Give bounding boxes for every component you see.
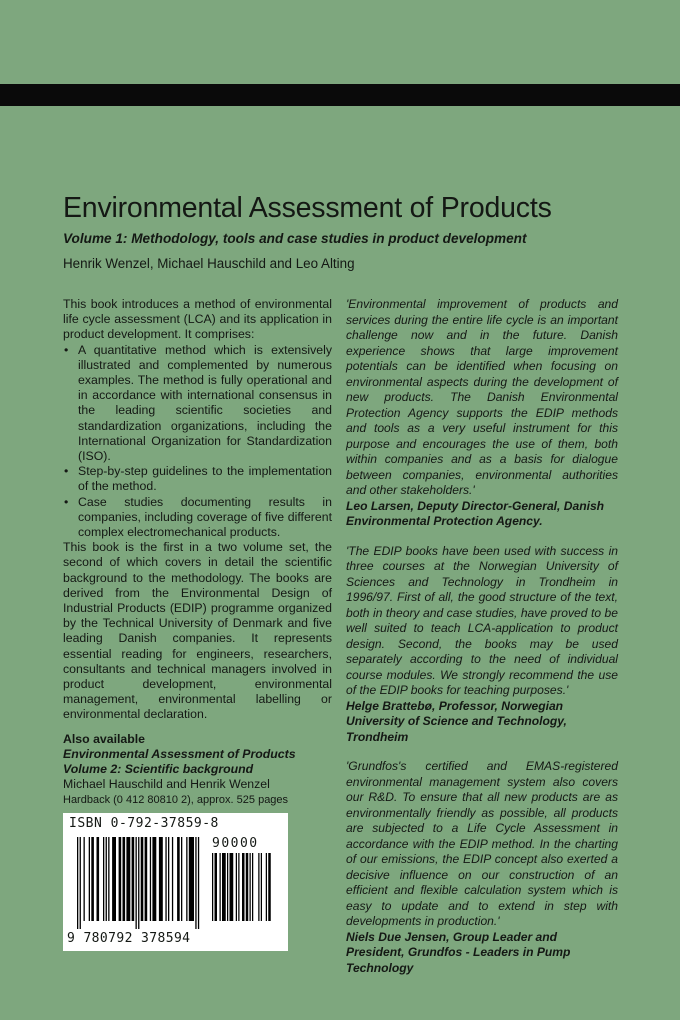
barcode-bar <box>145 837 148 921</box>
barcode-bar <box>258 853 259 921</box>
barcode-bar <box>198 837 199 929</box>
barcode-bar <box>238 853 239 921</box>
barcode-bar <box>159 837 163 921</box>
barcode-bar <box>106 837 107 921</box>
barcode-bar <box>91 837 94 921</box>
barcode-bar <box>261 853 262 921</box>
barcode-bar <box>97 837 100 921</box>
barcode-bar <box>250 853 251 921</box>
barcode-bar <box>152 837 156 921</box>
book-subtitle: Volume 1: Methodology, tools and case studies in product development <box>63 231 527 246</box>
isbn-barcode <box>63 813 288 951</box>
barcode-bar <box>186 837 187 921</box>
also-available-title: Environmental Assessment of Products <box>63 746 296 761</box>
also-available <box>63 732 332 808</box>
quote-attribution: Niels Due Jensen, Group Leader and President, Grundfos - Leaders in Pump Technology <box>346 929 571 975</box>
barcode-bar <box>242 853 245 921</box>
barcode-bar <box>189 837 194 921</box>
barcode-bar <box>252 853 253 921</box>
description-body: This book is the first in a two volume set, the second of which covers in detail the scientific background to the methodology. The books are derived from the Environmental Design of Industrial Products (EDIP) programme organized by the Technical University of Denmark and five leading Danish companies. It represents essential reading for engineers, researchers, consultants and technical managers involved in product development, environmental management, environmental labelling or environmental declaration. <box>63 540 332 722</box>
barcode-bar <box>89 837 90 921</box>
barcode-bar <box>123 837 126 921</box>
top-black-band <box>0 84 680 106</box>
barcode-bar <box>103 837 104 921</box>
barcode-bar <box>168 837 169 921</box>
barcode-bar <box>132 837 135 921</box>
barcode-bar <box>84 837 85 921</box>
also-available-volume: Volume 2: Scientific background <box>63 762 254 777</box>
feature-item: • Case studies documenting results in companies, including coverage of five different complex electromechanical products. <box>63 495 332 541</box>
barcode-bar <box>195 837 196 929</box>
book-authors: Henrik Wenzel, Michael Hauschild and Leo Alting <box>63 256 355 271</box>
barcode-bar <box>141 837 144 921</box>
barcode-bar <box>108 837 109 921</box>
quote-text: 'The EDIP books have been used with success in three courses at the Norwegian University of Sciences and Technology in Trondheim in 1996/97. First of all, the good structure of the text, both in theory and case studies, have proved to be well suited to teach LCA-application to product design. Second, the books may be used separately according to the need of individual course modules. We strongly recommend the use of the EDIP books for teaching purposes.' <box>346 543 618 697</box>
quote-attribution: Helge Brattebø, Professor, Norwegian University of Science and Technology, Trondheim <box>346 698 567 744</box>
barcode-bars <box>77 837 205 933</box>
barcode-bar <box>266 853 267 921</box>
also-available-authors: Michael Hauschild and Henrik Wenzel <box>63 777 270 792</box>
barcode-bar <box>227 853 228 921</box>
barcode-bar <box>126 837 130 921</box>
barcode-bar <box>77 837 78 929</box>
barcode-bar <box>215 853 218 921</box>
barcode-bar <box>136 837 137 929</box>
barcode-addon-number: 90000 <box>212 836 259 851</box>
barcode-bar <box>80 837 81 929</box>
barcode-number: 9 780792 378594 <box>67 931 191 946</box>
description-column <box>63 297 332 808</box>
barcode-bar <box>230 853 234 921</box>
barcode-bar <box>165 837 166 921</box>
barcode-bar <box>112 837 116 921</box>
book-title: Environmental Assessment of Products <box>63 192 552 224</box>
also-available-heading: Also available <box>63 731 146 746</box>
barcode-bar <box>236 853 237 921</box>
feature-item: • A quantitative method which is extensively illustrated and complemented by numerous examples. The method is fully operational and in accordance with international consensus in the leading scientific societies and standardization organizations, including the International Organization for Standardization (ISO). <box>63 343 332 465</box>
quote-text: 'Grundfos's certified and EMAS-registered environmental management system also covers our R&D. To ensure that all new products are as environmentally friendly as possible, all products are subjected to a Life Cycle Assessment in accordance with the EDIP method. In the charting of our emissions, the EDIP concept also exerted a decisive influence on our construction of an efficient and flexible calculation system which is easy to update and to extend in step with developments in production.' <box>346 759 618 928</box>
barcode-bar <box>246 853 249 921</box>
also-available-details: Hardback (0 412 80810 2), approx. 525 pages <box>63 793 289 806</box>
barcode-bar <box>212 853 213 921</box>
quotes-column <box>346 297 618 976</box>
barcode-bar <box>220 853 221 921</box>
barcode-bar <box>119 837 122 921</box>
barcode-bar <box>150 837 151 921</box>
quote-text: 'Environmental improvement of products and services during the entire life cycle is an important challenge now and in the future. Danish experience shows that large improvement potentials can be identified when focusing on environmental aspects during the development of new products. The Danish Environmental Protection Agency supports the EDIP methods and tools as a very useful instrument for this purpose and encourages the use of them, both within companies and as a basis for dialogue between companies, environmental authorities and other stakeholders.' <box>346 297 618 497</box>
isbn-label: ISBN 0-792-37859-8 <box>69 816 219 831</box>
feature-item: • Step-by-step guidelines to the implementation of the method. <box>63 464 332 494</box>
barcode-addon-bars <box>212 853 280 933</box>
barcode-bar <box>177 837 180 921</box>
description-intro: This book introduces a method of environmental life cycle assessment (LCA) and its application in product development. It comprises: <box>63 297 332 342</box>
barcode-bar <box>222 853 226 921</box>
feature-list <box>63 343 332 541</box>
barcode-bar <box>172 837 173 921</box>
quote-attribution: Leo Larsen, Deputy Director-General, Danish Environmental Protection Agency. <box>346 498 605 528</box>
barcode-bar <box>181 837 182 921</box>
barcode-bar <box>268 853 271 921</box>
barcode-bar <box>138 837 139 929</box>
